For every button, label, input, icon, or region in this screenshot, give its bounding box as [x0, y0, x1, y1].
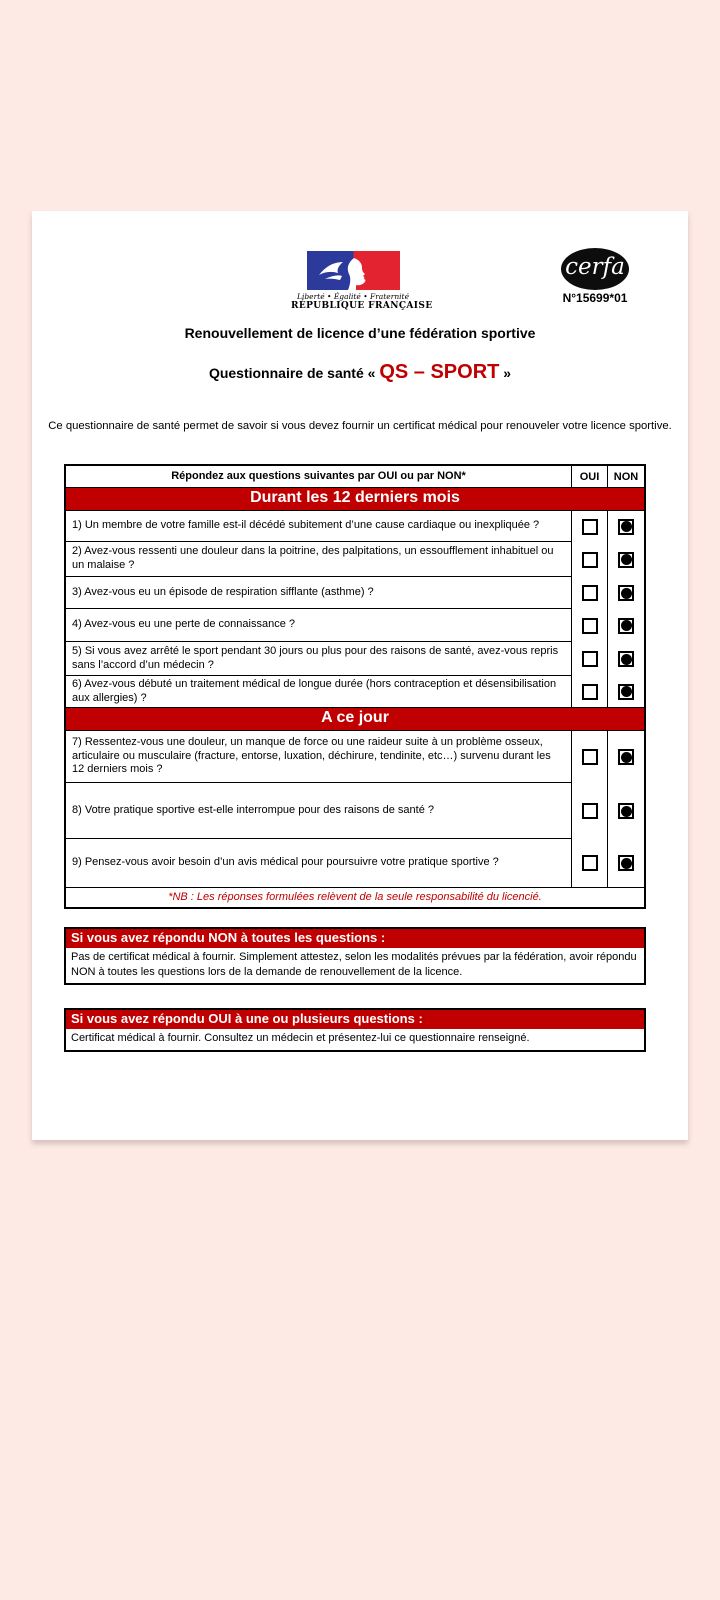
- question-text: 3) Avez-vous eu un épisode de respiration sifflante (asthme) ?: [66, 577, 572, 609]
- french-flag-marianne-icon: [307, 251, 400, 290]
- non-checkbox[interactable]: [618, 585, 634, 601]
- result-box-non: [64, 927, 646, 985]
- oui-checkbox[interactable]: [582, 618, 598, 634]
- oui-checkbox[interactable]: [582, 651, 598, 667]
- question-text: 6) Avez-vous débuté un traitement médical de longue durée (hors contraception et désensibilisation aux allergies) ?: [66, 676, 572, 707]
- non-checkbox[interactable]: [618, 855, 634, 871]
- oui-checkbox[interactable]: [582, 519, 598, 535]
- oui-cell: [572, 731, 608, 783]
- subtitle-prefix: Questionnaire de santé «: [208, 365, 380, 381]
- oui-checkbox[interactable]: [582, 803, 598, 819]
- oui-cell: [572, 542, 608, 577]
- section-band: Durant les 12 derniers mois: [66, 487, 644, 511]
- table-footnote: *NB : Les réponses formulées relèvent de la seule responsabilité du licencié.: [66, 887, 644, 907]
- checked-dot: [621, 554, 632, 565]
- non-checkbox[interactable]: [618, 749, 634, 765]
- question-text: 5) Si vous avez arrêté le sport pendant 30 jours ou plus pour des raisons de santé, avez-vous repris sans l’accord d’un médecin ?: [66, 642, 572, 676]
- table-header-question-label: Répondez aux questions suivantes par OUI ou par NON*: [66, 466, 572, 487]
- question-text: 7) Ressentez-vous une douleur, un manque de force ou une raideur suite à un problème osseux, articulaire ou musculaire (fracture, entorse, luxation, déchirure, tendinite, etc…) survenu durant les 12 derniers mois ?: [66, 731, 572, 783]
- question-text: 4) Avez-vous eu une perte de connaissance ?: [66, 609, 572, 642]
- table-header-oui-label: OUI: [572, 466, 608, 487]
- checked-dot: [621, 858, 632, 869]
- republique-francaise-logo: [291, 251, 433, 311]
- oui-checkbox[interactable]: [582, 552, 598, 568]
- oui-checkbox[interactable]: [582, 855, 598, 871]
- cerfa-form-number: N°15699*01: [562, 291, 628, 305]
- checked-dot: [621, 752, 632, 763]
- non-cell: [608, 609, 644, 642]
- subtitle-highlight: QS – SPORT: [379, 361, 500, 383]
- non-checkbox[interactable]: [618, 552, 634, 568]
- intro-text: Ce questionnaire de santé permet de savoir si vous devez fournir un certificat médical pour renouveler votre licence sportive.: [48, 420, 672, 432]
- checked-dot: [621, 588, 632, 599]
- question-text: 1) Un membre de votre famille est-il décédé subitement d’une cause cardiaque ou inexpliquée ?: [66, 511, 572, 542]
- result-non-band: Si vous avez répondu NON à toutes les questions :: [66, 929, 644, 948]
- non-cell: [608, 731, 644, 783]
- subtitle-suffix: »: [499, 365, 512, 381]
- result-oui-band: Si vous avez répondu OUI à une ou plusieurs questions :: [66, 1010, 644, 1029]
- checked-dot: [621, 521, 632, 532]
- oui-checkbox[interactable]: [582, 684, 598, 700]
- non-cell: [608, 577, 644, 609]
- cerfa-logo: [550, 248, 640, 305]
- non-checkbox[interactable]: [618, 803, 634, 819]
- non-cell: [608, 676, 644, 707]
- checked-dot: [621, 620, 632, 631]
- cerfa-logo-text: cerfa: [565, 254, 625, 280]
- section-band: A ce jour: [66, 707, 644, 731]
- result-oui-body: Certificat médical à fournir. Consultez un médecin et présentez-lui ce questionnaire renseigné.: [71, 1032, 530, 1044]
- oui-checkbox[interactable]: [582, 749, 598, 765]
- non-checkbox[interactable]: [618, 519, 634, 535]
- page-title: Renouvellement de licence d’une fédération sportive: [184, 325, 536, 341]
- oui-checkbox[interactable]: [582, 585, 598, 601]
- question-text: 9) Pensez-vous avoir besoin d’un avis médical pour poursuivre votre pratique sportive ?: [66, 839, 572, 887]
- question-text: 8) Votre pratique sportive est-elle interrompue pour des raisons de santé ?: [66, 783, 572, 839]
- non-checkbox[interactable]: [618, 618, 634, 634]
- oui-cell: [572, 783, 608, 839]
- document-page: [32, 211, 688, 1140]
- oui-cell: [572, 642, 608, 676]
- oui-cell: [572, 839, 608, 887]
- cerfa-ellipse-icon: [561, 248, 629, 290]
- questionnaire-table: [64, 464, 646, 909]
- oui-cell: [572, 676, 608, 707]
- non-cell: [608, 511, 644, 542]
- republique-francaise-caption: RÉPUBLIQUE FRANÇAISE: [291, 301, 433, 311]
- checked-dot: [621, 686, 632, 697]
- table-header-non-label: NON: [613, 470, 639, 483]
- oui-cell: [572, 609, 608, 642]
- question-text: 2) Avez-vous ressenti une douleur dans la poitrine, des palpitations, un essoufflement inhabituel ou un malaise ?: [66, 542, 572, 577]
- non-cell: [608, 542, 644, 577]
- oui-cell: [572, 511, 608, 542]
- checked-dot: [621, 806, 632, 817]
- oui-cell: [572, 577, 608, 609]
- non-cell: [608, 642, 644, 676]
- non-checkbox[interactable]: [618, 684, 634, 700]
- result-box-oui: [64, 1008, 646, 1052]
- non-cell: [608, 839, 644, 887]
- page-subtitle: [32, 359, 688, 386]
- non-cell: [608, 783, 644, 839]
- non-checkbox[interactable]: [618, 651, 634, 667]
- result-non-body: Pas de certificat médical à fournir. Simplement attestez, selon les modalités prévues par la fédération, avoir répondu NON à toutes les questions lors de la demande de renouvellement de la licence.: [71, 951, 637, 978]
- liberte-egalite-fraternite-caption: Liberté • Égalité • Fraternité: [296, 292, 410, 301]
- checked-dot: [621, 654, 632, 665]
